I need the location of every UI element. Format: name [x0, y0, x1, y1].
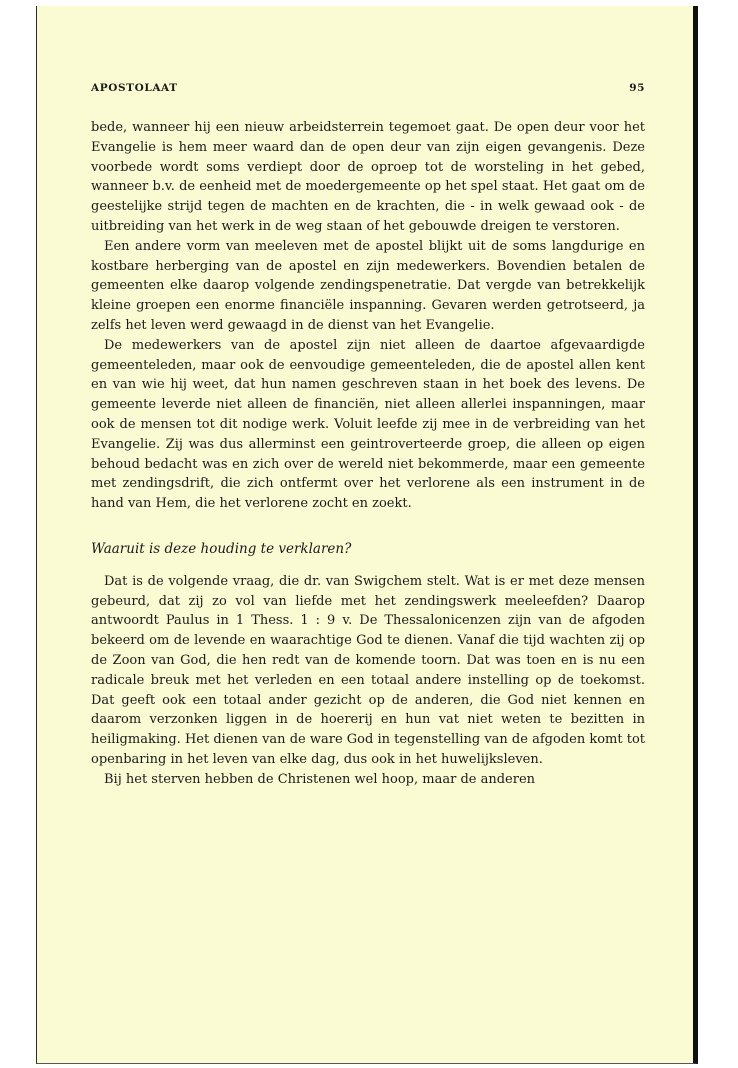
book-page: [36, 6, 698, 1064]
paragraph: Bij het sterven hebben de Christenen wel hoop, maar de anderen: [104, 771, 536, 787]
running-head-title: APOSTOLAAT: [91, 82, 178, 94]
paragraph: Een andere vorm van meeleven met de apostel blijkt uit de soms langdurige en kostbare herberging van de apostel en zijn medewerkers. Bovendien betalen de gemeenten elke daarop volgende zendingspenetratie. Dat vergde van betrekkelijk kleine groepen een enorme financiële inspanning. Gevaren werden getrotseerd, ja zelfs het leven werd gewaagd in de dienst van het Evangelie.: [91, 238, 645, 333]
section-heading: Waaruit is deze houding te verklaren?: [91, 540, 352, 557]
body-text: [91, 118, 645, 790]
paragraph: De medewerkers van de apostel zijn niet alleen de daartoe afgevaardigde gemeenteleden, maar ook de eenvoudige gemeenteleden, die de apostel allen kent en van wie hij weet, dat hun namen geschreven staan in het boek des levens. De gemeente leverde niet alleen de financiën, niet alleen allerlei inspanningen, maar ook de mensen tot dit nodige werk. Voluit leefde zij mee in de verbreiding van het Evangelie. Zij was dus allerminst een geintroverteerde groep, die alleen op eigen behoud bedacht was en zich over de wereld niet bekommerde, maar een gemeente met zendingsdrift, die zich ontfermt over het verlorene als een instrument in de hand van Hem, die het verlorene zocht en zoekt.: [91, 337, 645, 512]
running-head: [91, 82, 645, 100]
paragraph: bede, wanneer hij een nieuw arbeidsterrein tegemoet gaat. De open deur voor het Evangelie is hem meer waard dan de open deur van zijn eigen gevangenis. Deze voorbede wordt soms verdiept door de oproep tot de worsteling in het gebed, wanneer b.v. de eenheid met de moedergemeente op het spel staat. Het gaat om de geestelijke strijd tegen de machten en de krachten, die - in welk gewaad ook - de uitbreiding van het werk in de weg staan of het gebouwde dreigen te verstoren.: [91, 120, 645, 234]
paragraph: Dat is de volgende vraag, die dr. van Swigchem stelt. Wat is er met deze mensen gebeurd, dat zij zo vol van liefde met het zendingswerk meeleefden? Daarop antwoordt Paulus in 1 Thess. 1 : 9 v. De Thessalonicenzen zijn van de afgoden bekeerd om de levende en waarachtige God te dienen. Vanaf die tijd wachten zij op de Zoon van God, die hen redt van de komende toorn. Dat was toen en is nu een radicale breuk met het verleden en een totaal andere instelling op de toekomst. Dat geeft ook een totaal ander gezicht op de anderen, die God niet kennen en daarom verzonken liggen in de hoererij en hun vat niet weten te bezitten in heiligmaking. Het dienen van de ware God in tegenstelling van de afgoden komt tot openbaring in het leven van elke dag, dus ook in het huwelijksleven.: [91, 573, 645, 767]
page-number: 95: [629, 82, 645, 94]
